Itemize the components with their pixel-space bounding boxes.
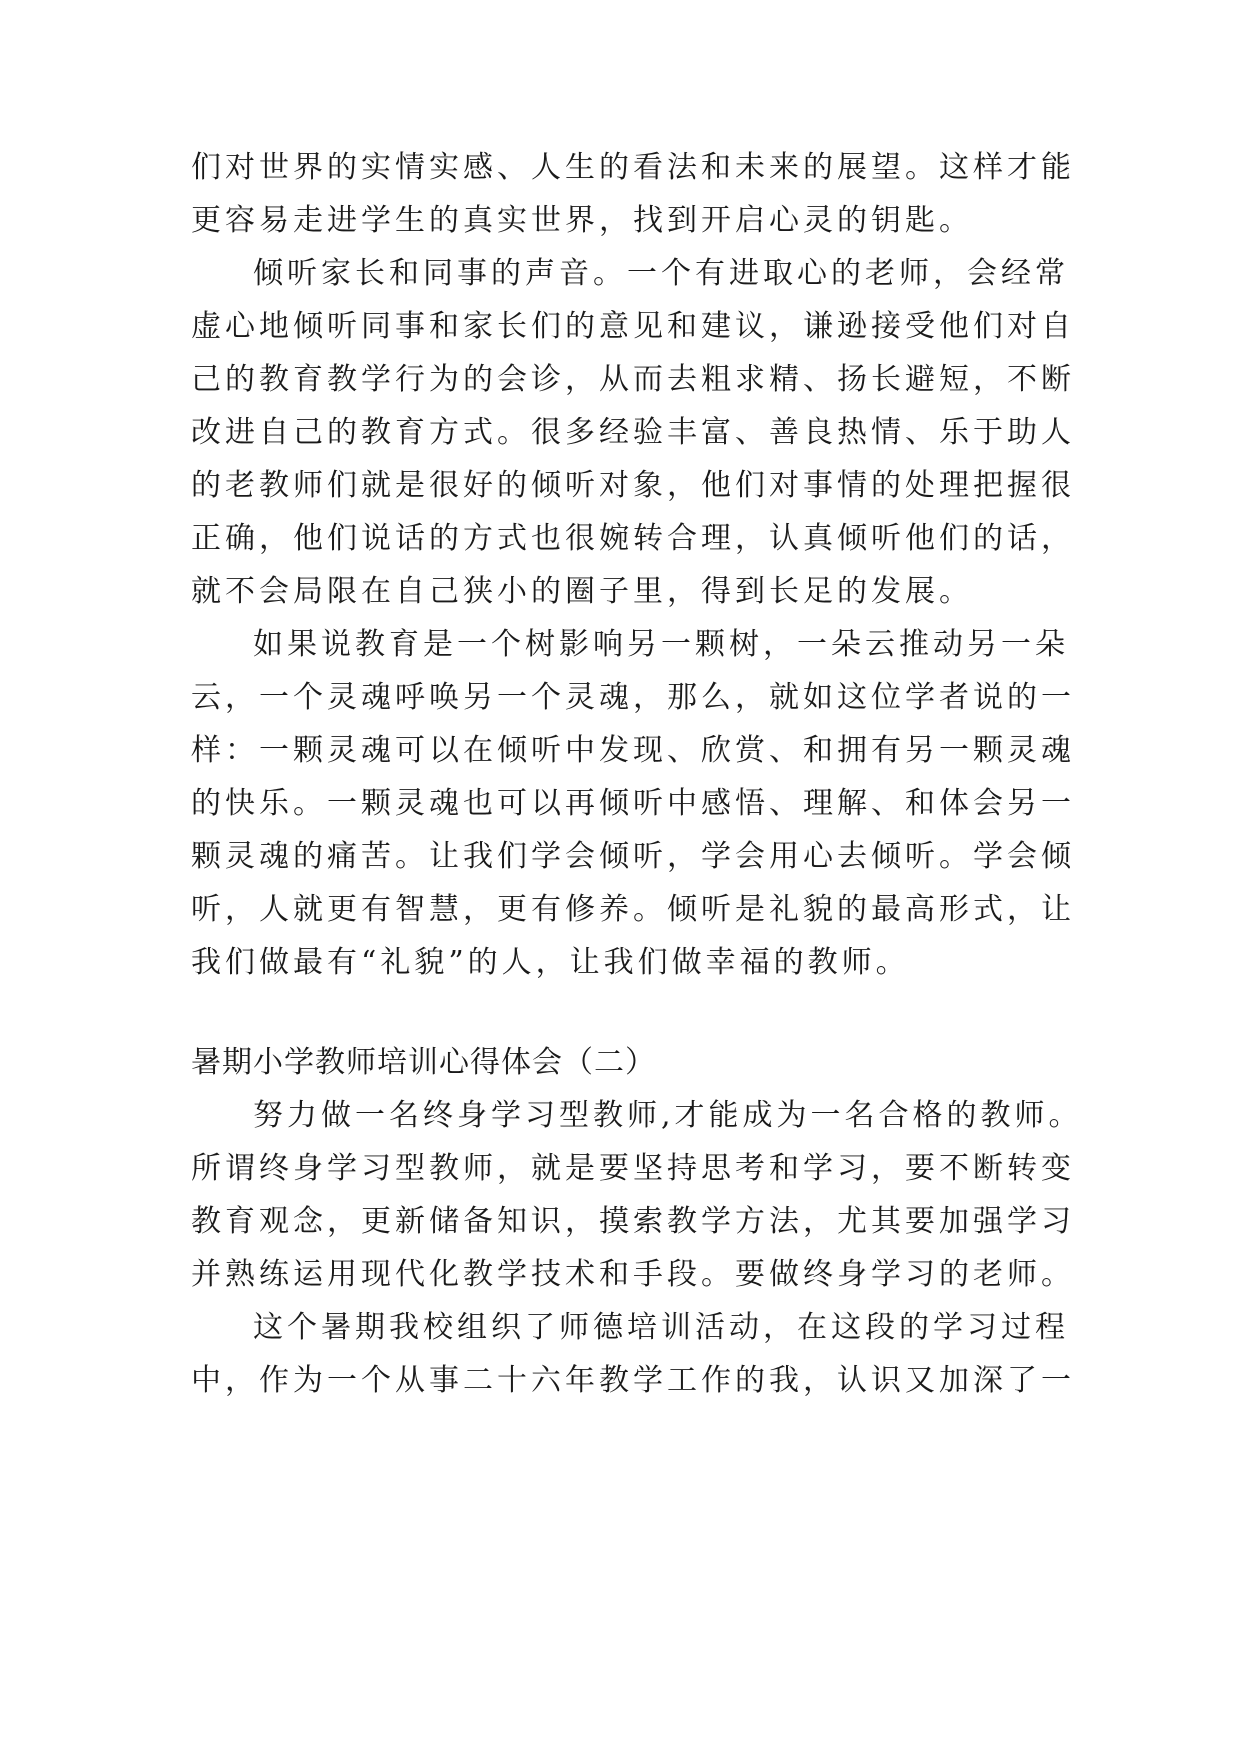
text-line: 听，人就更有智慧，更有修养。倾听是礼貌的最高形式，让 (191, 892, 1075, 927)
text-line: 的快乐。一颗灵魂也可以再倾听中感悟、理解、和体会另一 (191, 786, 1075, 821)
text-line: 如果说教育是一个树影响另一颗树，一朵云推动另一朵 (253, 627, 1069, 662)
text-line: 颗灵魂的痛苦。让我们学会倾听，学会用心去倾听。学会倾 (191, 839, 1075, 874)
text-line: 样：一颗灵魂可以在倾听中发现、欣赏、和拥有另一颗灵魂 (191, 733, 1075, 768)
text-line: 正确，他们说话的方式也很婉转合理，认真倾听他们的话， (191, 521, 1075, 556)
text-line: 的老教师们就是很好的倾听对象，他们对事情的处理把握很 (191, 468, 1075, 503)
text-line: 就不会局限在自己狭小的圈子里，得到长足的发展。 (191, 574, 973, 609)
text-line: 改进自己的教育方式。很多经验丰富、善良热情、乐于助人 (191, 415, 1075, 450)
text-line: 中，作为一个从事二十六年教学工作的我，认识又加深了一 (191, 1363, 1075, 1398)
text-line: 所谓终身学习型教师，就是要坚持思考和学习，要不断转变 (191, 1151, 1075, 1186)
text-line: 我们做最有“礼貌”的人，让我们做幸福的教师。 (191, 945, 910, 980)
text-line: 努力做一名终身学习型教师,才能成为一名合格的教师。 (253, 1098, 1083, 1133)
text-line: 虚心地倾听同事和家长们的意见和建议，谦逊接受他们对自 (191, 309, 1075, 344)
text-line: 并熟练运用现代化教学技术和手段。要做终身学习的老师。 (191, 1257, 1075, 1292)
text-line: 教育观念，更新储备知识，摸索教学方法，尤其要加强学习 (191, 1204, 1075, 1239)
text-line: 己的教育教学行为的会诊，从而去粗求精、扬长避短，不断 (191, 362, 1075, 397)
text-line: 这个暑期我校组织了师德培训活动，在这段的学习过程 (253, 1310, 1069, 1345)
section-heading: 暑期小学教师培训心得体会（二） (191, 1045, 656, 1080)
text-line: 倾听家长和同事的声音。一个有进取心的老师，会经常 (253, 256, 1069, 291)
text-line: 云，一个灵魂呼唤另一个灵魂，那么，就如这位学者说的一 (191, 680, 1075, 715)
text-line: 们对世界的实情实感、人生的看法和未来的展望。这样才能 (191, 150, 1075, 185)
text-line: 更容易走进学生的真实世界，找到开启心灵的钥匙。 (191, 203, 973, 238)
